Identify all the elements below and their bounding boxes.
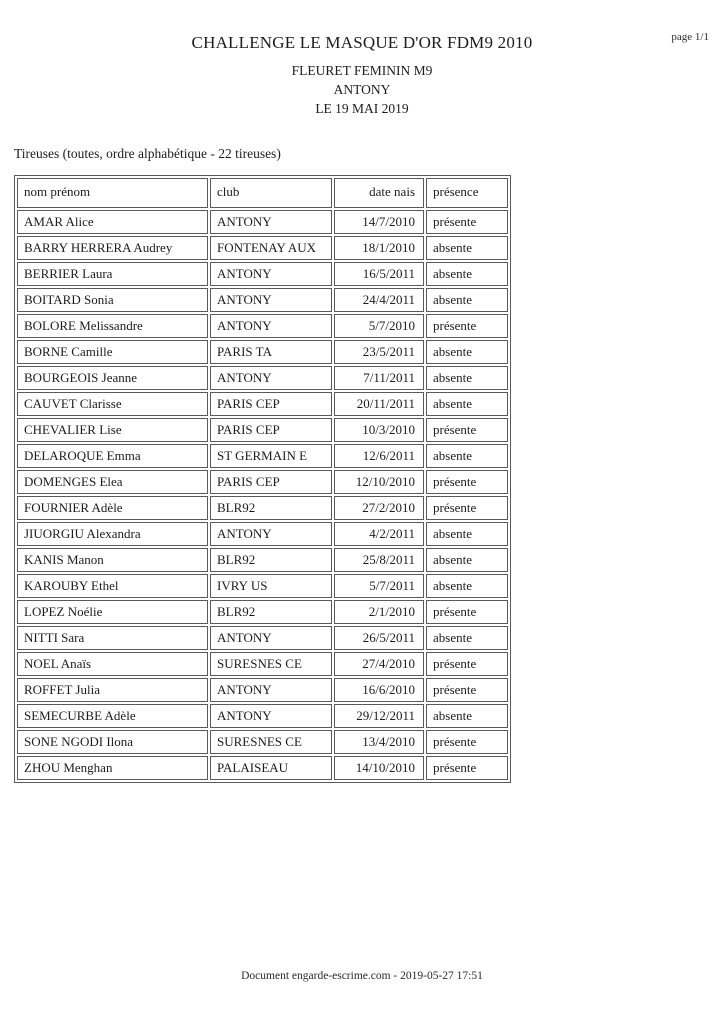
table-row: [17, 548, 508, 572]
presence-cell: absente: [426, 288, 508, 312]
club-cell: ANTONY: [210, 678, 332, 702]
birthdate-cell: 26/5/2011: [334, 626, 424, 650]
birthdate-cell: 16/6/2010: [334, 678, 424, 702]
column-header-birthdate: date nais: [334, 178, 424, 208]
club-cell: FONTENAY AUX: [210, 236, 332, 260]
document-header: [0, 0, 724, 118]
club-cell: BLR92: [210, 548, 332, 572]
club-cell: ANTONY: [210, 626, 332, 650]
fencer-name-cell: KANIS Manon: [17, 548, 208, 572]
fencer-name-cell: CHEVALIER Lise: [17, 418, 208, 442]
table-row: [17, 366, 508, 390]
table-row: [17, 704, 508, 728]
club-cell: ANTONY: [210, 262, 332, 286]
presence-cell: présente: [426, 470, 508, 494]
birthdate-cell: 23/5/2011: [334, 340, 424, 364]
fencer-name-cell: BERRIER Laura: [17, 262, 208, 286]
table-row: [17, 314, 508, 338]
column-header-presence: présence: [426, 178, 508, 208]
birthdate-cell: 13/4/2010: [334, 730, 424, 754]
table-row: [17, 418, 508, 442]
club-cell: SURESNES CE: [210, 730, 332, 754]
table-row: [17, 470, 508, 494]
page-title: CHALLENGE LE MASQUE D'OR FDM9 2010: [191, 33, 533, 52]
fencer-name-cell: NOEL Anaïs: [17, 652, 208, 676]
birthdate-cell: 10/3/2010: [334, 418, 424, 442]
club-cell: ST GERMAIN E: [210, 444, 332, 468]
roster-table-body: [17, 210, 508, 780]
roster-table: [14, 175, 511, 783]
table-row: [17, 626, 508, 650]
birthdate-cell: 2/1/2010: [334, 600, 424, 624]
presence-cell: absente: [426, 548, 508, 572]
club-cell: PARIS TA: [210, 340, 332, 364]
presence-cell: absente: [426, 704, 508, 728]
subtitle-location: ANTONY: [333, 82, 391, 97]
fencer-name-cell: FOURNIER Adèle: [17, 496, 208, 520]
fencer-name-cell: BARRY HERRERA Audrey: [17, 236, 208, 260]
birthdate-cell: 27/4/2010: [334, 652, 424, 676]
table-row: [17, 444, 508, 468]
presence-cell: présente: [426, 314, 508, 338]
fencer-name-cell: LOPEZ Noélie: [17, 600, 208, 624]
presence-cell: absente: [426, 626, 508, 650]
fencer-name-cell: AMAR Alice: [17, 210, 208, 234]
club-cell: PARIS CEP: [210, 418, 332, 442]
table-row: [17, 496, 508, 520]
table-row: [17, 600, 508, 624]
subtitle-weapon-category: FLEURET FEMININ M9: [291, 63, 433, 78]
fencer-name-cell: ZHOU Menghan: [17, 756, 208, 780]
presence-cell: présente: [426, 756, 508, 780]
document-footer: Document engarde-escrime.com - 2019-05-27 17:51: [241, 970, 483, 982]
presence-cell: présente: [426, 210, 508, 234]
club-cell: PARIS CEP: [210, 470, 332, 494]
presence-cell: absente: [426, 574, 508, 598]
table-row: [17, 262, 508, 286]
fencer-name-cell: NITTI Sara: [17, 626, 208, 650]
table-header-row: [17, 178, 508, 208]
table-row: [17, 522, 508, 546]
birthdate-cell: 12/10/2010: [334, 470, 424, 494]
club-cell: PARIS CEP: [210, 392, 332, 416]
column-header-name: nom prénom: [17, 178, 208, 208]
presence-cell: absente: [426, 340, 508, 364]
club-cell: BLR92: [210, 600, 332, 624]
club-cell: ANTONY: [210, 366, 332, 390]
club-cell: ANTONY: [210, 522, 332, 546]
fencer-name-cell: SEMECURBE Adèle: [17, 704, 208, 728]
club-cell: ANTONY: [210, 288, 332, 312]
fencer-name-cell: DELAROQUE Emma: [17, 444, 208, 468]
table-row: [17, 288, 508, 312]
birthdate-cell: 27/2/2010: [334, 496, 424, 520]
roster-section-label: Tireuses (toutes, ordre alphabétique - 22 tireuses): [14, 146, 281, 161]
presence-cell: présente: [426, 652, 508, 676]
club-cell: SURESNES CE: [210, 652, 332, 676]
birthdate-cell: 24/4/2011: [334, 288, 424, 312]
fencer-name-cell: SONE NGODI Ilona: [17, 730, 208, 754]
club-cell: ANTONY: [210, 704, 332, 728]
presence-cell: présente: [426, 418, 508, 442]
table-row: [17, 574, 508, 598]
birthdate-cell: 4/2/2011: [334, 522, 424, 546]
birthdate-cell: 25/8/2011: [334, 548, 424, 572]
presence-cell: absente: [426, 522, 508, 546]
fencer-name-cell: DOMENGES Elea: [17, 470, 208, 494]
birthdate-cell: 12/6/2011: [334, 444, 424, 468]
page-number: page 1/1: [671, 31, 709, 43]
column-header-club: club: [210, 178, 332, 208]
presence-cell: absente: [426, 262, 508, 286]
birthdate-cell: 5/7/2011: [334, 574, 424, 598]
fencer-name-cell: BORNE Camille: [17, 340, 208, 364]
birthdate-cell: 16/5/2011: [334, 262, 424, 286]
fencer-name-cell: JIUORGIU Alexandra: [17, 522, 208, 546]
presence-cell: absente: [426, 444, 508, 468]
presence-cell: présente: [426, 496, 508, 520]
birthdate-cell: 7/11/2011: [334, 366, 424, 390]
table-row: [17, 340, 508, 364]
table-row: [17, 756, 508, 780]
presence-cell: absente: [426, 392, 508, 416]
birthdate-cell: 29/12/2011: [334, 704, 424, 728]
fencer-name-cell: BOLORE Melissandre: [17, 314, 208, 338]
fencer-name-cell: BOITARD Sonia: [17, 288, 208, 312]
birthdate-cell: 18/1/2010: [334, 236, 424, 260]
presence-cell: présente: [426, 678, 508, 702]
fencer-name-cell: ROFFET Julia: [17, 678, 208, 702]
table-row: [17, 678, 508, 702]
birthdate-cell: 14/7/2010: [334, 210, 424, 234]
club-cell: PALAISEAU: [210, 756, 332, 780]
fencer-name-cell: KAROUBY Ethel: [17, 574, 208, 598]
table-row: [17, 236, 508, 260]
club-cell: IVRY US: [210, 574, 332, 598]
table-row: [17, 652, 508, 676]
table-row: [17, 210, 508, 234]
presence-cell: présente: [426, 730, 508, 754]
table-row: [17, 730, 508, 754]
club-cell: ANTONY: [210, 314, 332, 338]
fencer-name-cell: BOURGEOIS Jeanne: [17, 366, 208, 390]
birthdate-cell: 20/11/2011: [334, 392, 424, 416]
table-row: [17, 392, 508, 416]
fencer-name-cell: CAUVET Clarisse: [17, 392, 208, 416]
club-cell: BLR92: [210, 496, 332, 520]
presence-cell: présente: [426, 600, 508, 624]
birthdate-cell: 5/7/2010: [334, 314, 424, 338]
birthdate-cell: 14/10/2010: [334, 756, 424, 780]
subtitle-date: LE 19 MAI 2019: [315, 101, 409, 116]
club-cell: ANTONY: [210, 210, 332, 234]
presence-cell: absente: [426, 366, 508, 390]
presence-cell: absente: [426, 236, 508, 260]
